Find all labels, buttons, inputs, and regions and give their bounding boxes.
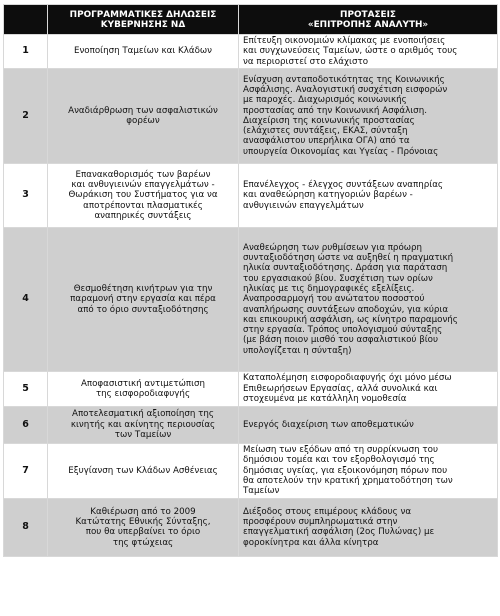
committee-proposal-line: (με βάση ποιον μισθό του ασφαλιστικού βίου (243, 335, 439, 346)
row-number: 7 (4, 443, 48, 498)
comparison-table (3, 4, 498, 557)
committee-proposal-line: ανασφάλιστου υπερήλικα ΟΓΑ) από τα (243, 136, 410, 147)
committee-proposal-line: Ασφάλισης. Αναλογιστική συσχέτιση εισφορών (243, 85, 448, 95)
government-declaration-line: από το όριο συνταξιοδότησης (77, 304, 209, 315)
committee-proposal-line: και αναθεώρηση κατηγοριών βαρέων - (243, 190, 413, 201)
government-declaration-cell (48, 35, 239, 69)
committee-proposal-line: Αναπροσαρμογή του ανώτατου ποσοστού (243, 294, 425, 305)
committee-proposal-line: με παροχές. Διαχωρισμός κοινωνικής (243, 95, 407, 106)
committee-proposal-line: του εργασιακού βίου. Συσχέτιση των ορίων (243, 273, 433, 284)
committee-proposal-line: ανθυγιεινών επαγγελμάτων (243, 200, 364, 211)
government-declaration-line: Καθιέρωση από το 2009 (90, 506, 196, 517)
committee-proposal-line: στην εργασία. Τρόπος υπολογισμού σύνταξης (243, 325, 443, 336)
header-gov-line: ΚΥΒΕΡΝΗΣΗΣ ΝΔ (100, 19, 186, 30)
committee-proposal-line: Ενίσχυση ανταποδοτικότητας της Κοινωνικής (243, 74, 445, 85)
table-row (4, 163, 498, 227)
committee-proposal-cell (239, 406, 498, 443)
table-header-row (4, 5, 498, 35)
government-declaration-line: κινητής και ακίνητης περιουσίας (70, 419, 216, 430)
committee-proposal-line: δημόσιου τομέα και τον εξορθολογισμό της (243, 455, 435, 466)
committee-proposal-cell (239, 35, 498, 69)
committee-proposal-line: Μείωση των εξόδων από τη συρρίκνωση του (243, 445, 438, 456)
committee-proposal-line: Διαχείριση της κοινωνικής προστασίας (243, 115, 415, 126)
government-declaration-line: παραμονή στην εργασία και πέρα (70, 294, 216, 305)
committee-proposal-line: δημόσιας υγείας, για εξοικονόμηση πόρων που (243, 465, 448, 476)
table-row (4, 35, 498, 69)
government-declaration-cell (48, 227, 239, 371)
government-declaration-line: φορέων (126, 115, 160, 126)
table-row (4, 443, 498, 498)
government-declaration-line: Θεσμοθέτηση κινήτρων για την (73, 283, 213, 294)
government-declaration-cell (48, 498, 239, 556)
committee-proposal-line: και επικουρική ασφάλιση, ως κίνητρο παραμονής (243, 314, 458, 325)
committee-proposal-line: και συγχωνεύσεις Ταμείων, ώστε ο αριθμός τους (243, 46, 458, 57)
row-number: 3 (4, 163, 48, 227)
committee-proposal-line: Επανέλεγχος - έλεγχος συντάξεων αναπηρίας (243, 179, 444, 190)
committee-proposal-line: προστασίας από την Κοινωνική Ασφάλιση. (243, 105, 427, 116)
committee-proposal-line: αναπλήρωσης συντάξεων αποδοχών, για κύρια (243, 304, 449, 315)
government-declaration-line: Ενοποίηση Ταμείων και Κλάδων (73, 46, 213, 57)
committee-proposal-line: Επιθεωρήσεων Εργασίας, αλλά συνολικά και (243, 383, 438, 394)
committee-proposal-line: στοχευμένα με κατάλληλη νομοθεσία (243, 394, 407, 405)
government-declaration-line: αποτρέπονται πλασματικές (83, 200, 203, 211)
committee-proposal-line: ηλικίας με τις δημογραφικές εξελίξεις. (243, 283, 415, 294)
committee-proposal-line: Επίτευξη οικονομιών κλίμακας με ενοποιήσεις (243, 36, 446, 46)
committee-proposal-line: Ενεργός διαχείριση των αποθεματικών (243, 419, 414, 430)
government-declaration-cell (48, 443, 239, 498)
government-declaration-line: Κατώτατης Εθνικής Σύνταξης, (75, 517, 211, 528)
government-declaration-line: Εξυγίανση των Κλάδων Ασθένειας (68, 465, 218, 476)
government-declaration-line: Επανακαθορισμός των βαρέων (75, 169, 211, 180)
row-number: 6 (4, 406, 48, 443)
committee-proposal-line: Καταπολέμηση εισφοροδιαφυγής όχι μόνο μέσω (243, 373, 452, 384)
committee-proposal-line: θα αποτελούν την κρατική χρηματοδότηση των (243, 476, 453, 487)
committee-proposal-line: Αναθεώρηση των ρυθμίσεων για πρόωρη (243, 242, 423, 253)
government-declaration-line: Αποτελεσματική αξιοποίηση της (72, 409, 214, 420)
table-row (4, 371, 498, 406)
table-row (4, 406, 498, 443)
row-number: 4 (4, 227, 48, 371)
header-government-declarations (48, 5, 239, 35)
government-declaration-line: των Ταμείων (114, 430, 172, 441)
government-declaration-line: Αναδιάρθρωση των ασφαλιστικών (68, 105, 218, 116)
committee-proposal-cell (239, 371, 498, 406)
header-prop-line: «ΕΠΙΤΡΟΠΗΣ ΑΝΑΛΥΤΗ» (307, 19, 429, 30)
table-body (4, 35, 498, 557)
committee-proposal-cell (239, 163, 498, 227)
committee-proposal-cell (239, 443, 498, 498)
committee-proposal-cell (239, 498, 498, 556)
row-number: 5 (4, 371, 48, 406)
table-row (4, 68, 498, 163)
table-row (4, 498, 498, 556)
row-number: 1 (4, 35, 48, 69)
committee-proposal-cell (239, 68, 498, 163)
header-prop-line: ΠΡΟΤΑΣΕΙΣ (340, 9, 396, 20)
government-declaration-line: και ανθυγιεινών επαγγελμάτων - (71, 179, 215, 190)
committee-proposal-line: Διέξοδος στους επιμέρους κλάδους να (243, 506, 412, 517)
committee-proposal-line: υπουργεία Οικονομίας και Υγείας - Πρόνοιας (243, 146, 439, 157)
committee-proposal-line: συνταξιοδότηση ώστε να αυξηθεί η πραγματική (243, 253, 454, 264)
government-declaration-cell (48, 68, 239, 163)
government-declaration-line: της φτώχειας (112, 537, 174, 548)
government-declaration-line: της εισφοροδιαφυγής (95, 388, 191, 399)
committee-proposal-line: προσφέρουν συμπληρωματικά στην (243, 517, 398, 528)
header-gov-line: ΠΡΟΓΡΑΜΜΑΤΙΚΕΣ ΔΗΛΩΣΕΙΣ (69, 9, 217, 20)
row-number: 8 (4, 498, 48, 556)
committee-proposal-cell (239, 227, 498, 371)
committee-proposal-line: Ταμείων (243, 486, 280, 497)
committee-proposal-line: επαγγελματική ασφάλιση (2ος Πυλώνας) με (243, 527, 435, 538)
government-declaration-line: αναπηρικές συντάξεις (94, 210, 192, 221)
committee-proposal-line: φοροκίνητρα και άλλα κίνητρα (243, 537, 379, 548)
header-committee-proposals (239, 5, 498, 35)
government-declaration-cell (48, 406, 239, 443)
table-row (4, 227, 498, 371)
committee-proposal-line: ηλικία συνταξιοδότησης. Δράση για παράταση (243, 263, 448, 274)
header-number-cell (4, 5, 48, 35)
committee-proposal-line: να περιοριστεί στο ελάχιστο (243, 56, 369, 67)
government-declaration-line: Αποφασιστική αντιμετώπιση (80, 378, 206, 389)
government-declaration-cell (48, 163, 239, 227)
government-declaration-line: που θα υπερβαίνει το όριο (85, 527, 201, 538)
committee-proposal-line: (ελάχιστες συντάξεις, ΕΚΑΣ, σύνταξη (243, 126, 408, 137)
row-number: 2 (4, 68, 48, 163)
government-declaration-line: Θωράκιση του Συστήματος για να (68, 190, 218, 201)
government-declaration-cell (48, 371, 239, 406)
committee-proposal-line: υπολογίζεται η σύνταξη) (243, 345, 352, 356)
